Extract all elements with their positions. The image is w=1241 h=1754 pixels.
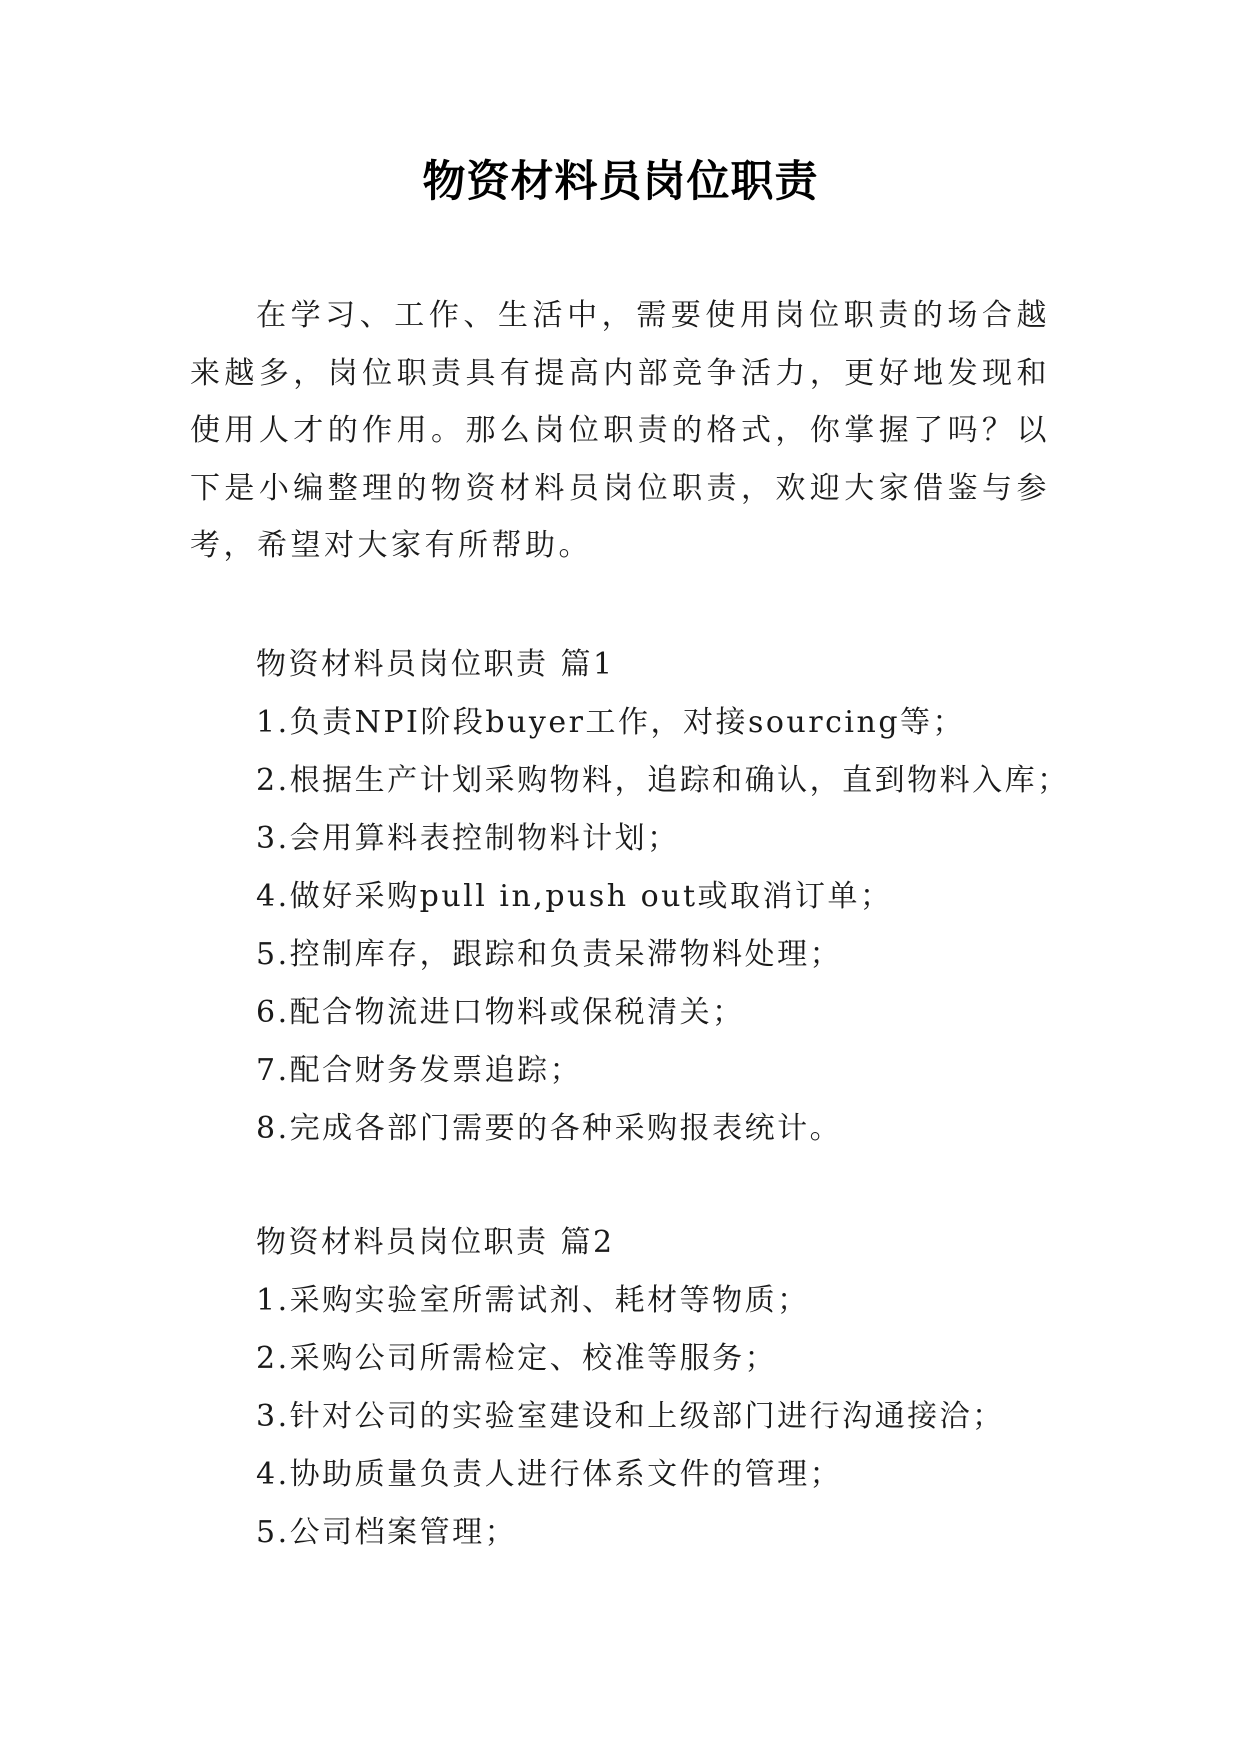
list-item: 2.采购公司所需检定、校准等服务；	[256, 1341, 778, 1376]
list-item: 8.完成各部门需要的各种采购报表统计。	[256, 1111, 843, 1146]
section-2	[256, 1214, 1116, 1562]
list-item: 1.采购实验室所需试剂、耗材等物质；	[256, 1283, 810, 1318]
document-title: 物资材料员岗位职责	[422, 157, 819, 207]
list-item: 5.公司档案管理；	[256, 1515, 518, 1550]
list-item: 5.控制库存，跟踪和负责呆滞物料处理；	[256, 937, 843, 972]
list-item: 3.会用算料表控制物料计划；	[256, 821, 680, 856]
list-item: 2.根据生产计划采购物料，追踪和确认，直到物料入库；	[256, 763, 1070, 798]
section-heading: 物资材料员岗位职责 篇2	[256, 1225, 615, 1260]
list-item: 3.针对公司的实验室建设和上级部门进行沟通接洽；	[256, 1399, 1005, 1434]
section-heading: 物资材料员岗位职责 篇1	[256, 647, 615, 682]
list-item: 4.协助质量负责人进行体系文件的管理；	[256, 1457, 843, 1492]
intro-paragraph: 在学习、工作、生活中，需要使用岗位职责的场合越来越多，岗位职责具有提高内部竞争活力，更好地发现和使用人才的作用。那么岗位职责的格式，你掌握了吗？以下是小编整理的物资材料员岗位职责，欢迎大家借鉴与参考，希望对大家有所帮助。	[190, 298, 1050, 564]
section-1	[256, 636, 1116, 1158]
list-item: 1.负责NPI阶段buyer工作，对接sourcing等；	[256, 705, 966, 740]
list-item: 4.做好采购pull in,push out或取消订单；	[256, 879, 893, 914]
list-item: 6.配合物流进口物料或保税清关；	[256, 995, 745, 1030]
list-item: 7.配合财务发票追踪；	[256, 1053, 583, 1088]
